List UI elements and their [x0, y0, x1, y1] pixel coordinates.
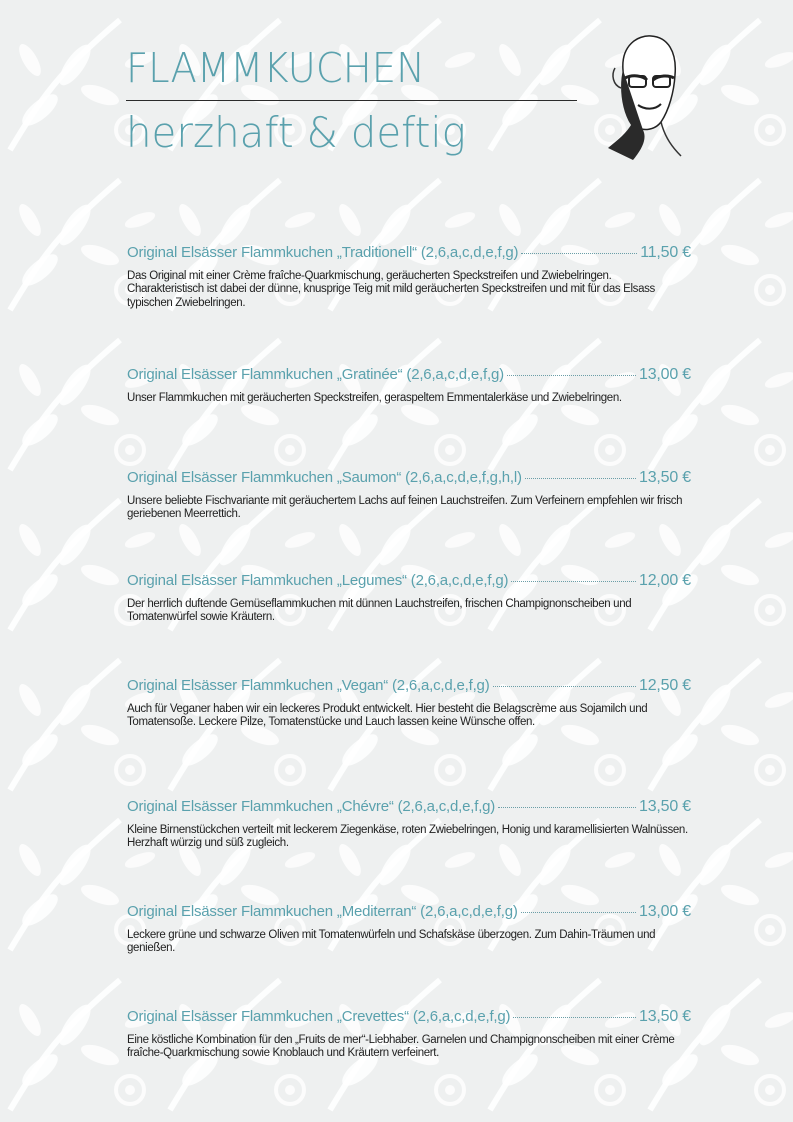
menu-item-price: 11,50 € — [640, 244, 691, 261]
dot-leader — [507, 375, 636, 376]
menu-item-header — [127, 366, 691, 386]
menu-item — [127, 1008, 691, 1061]
menu-item-header — [127, 244, 691, 264]
dot-leader — [521, 912, 636, 913]
menu-item — [127, 469, 691, 522]
dot-leader — [525, 478, 636, 479]
title-divider — [126, 100, 577, 101]
dot-leader — [513, 1017, 636, 1018]
menu-item-header — [127, 469, 691, 489]
menu-item-description: Unsere beliebte Fischvariante mit geräuchertem Lachs auf feinen Lauchstreifen. Zum Verfeinern empfehlen wir frisch geriebenen Meerrettich. — [127, 495, 683, 521]
menu-item-price: 12,00 € — [639, 572, 691, 589]
menu-item-name: Original Elsässer Flammkuchen „Crevettes“ (2,6,a,c,d,e,f,g) — [127, 1008, 511, 1025]
menu-item-header — [127, 903, 691, 923]
menu-item-name: Original Elsässer Flammkuchen „Saumon“ (2,6,a,c,d,e,f,g,h,l) — [127, 469, 522, 486]
menu-item-header — [127, 677, 691, 697]
menu-item-description: Kleine Birnenstückchen verteilt mit leckerem Ziegenkäse, roten Zwiebelringen, Honig und karamellisierten Walnüssen. Herzhaft würzig und süß zugleich. — [127, 824, 688, 850]
menu-item-name: Original Elsässer Flammkuchen „Chévre“ (2,6,a,c,d,e,f,g) — [127, 798, 496, 815]
menu-item-name: Original Elsässer Flammkuchen „Legumes“ (2,6,a,c,d,e,f,g) — [127, 572, 509, 589]
menu-item — [127, 677, 691, 730]
page-title: FLAMMKUCHEN — [126, 44, 425, 92]
menu-item-description: Leckere grüne und schwarze Oliven mit Tomatenwürfeln und Schafskäse überzogen. Zum Dahin-Träumen und genießen. — [127, 929, 656, 955]
menu-item — [127, 366, 691, 405]
menu-item — [127, 572, 691, 625]
menu-item-price: 13,50 € — [639, 798, 691, 815]
menu-item-name: Original Elsässer Flammkuchen „Traditionell“ (2,6,a,c,d,e,f,g) — [127, 244, 519, 261]
menu-item-header — [127, 572, 691, 592]
menu-item-description: Der herrlich duftende Gemüseflammkuchen mit dünnen Lauchstreifen, frischen Champignonscheiben und Tomatenwürfel sowie Kräutern. — [127, 598, 632, 624]
dot-leader — [498, 807, 636, 808]
menu-item-name: Original Elsässer Flammkuchen „Gratinée“ (2,6,a,c,d,e,f,g) — [127, 366, 504, 383]
dot-leader — [493, 686, 637, 687]
menu-item-header — [127, 1008, 691, 1028]
menu-item-price: 12,50 € — [639, 677, 691, 694]
page-subtitle: herzhaft & deftig — [126, 108, 466, 157]
menu-item-description: Auch für Veganer haben wir ein leckeres Produkt entwickelt. Hier besteht die Belagscrème aus Sojamilch und Tomatensoße. Leckere Pilze, Tomatenstücke und Lauch lassen keine Wünsche offen. — [127, 703, 648, 729]
menu-item — [127, 798, 691, 851]
dot-leader — [511, 581, 636, 582]
menu-item-name: Original Elsässer Flammkuchen „Vegan“ (2,6,a,c,d,e,f,g) — [127, 677, 490, 694]
menu-item-price: 13,00 € — [639, 366, 691, 383]
menu-item-description: Unser Flammkuchen mit geräucherten Speckstreifen, geraspeltem Emmentalerkäse und Zwiebelringen. — [127, 392, 622, 404]
menu-item — [127, 903, 691, 956]
menu-item-description: Das Original mit einer Crème fraîche-Quarkmischung, geräucherten Speckstreifen und Zwiebelringen. Charakteristisch ist dabei der dünne, knusprige Teig mit mild geräucherten Speckstreifen und mit für das Elsass typischen Zwiebelringen. — [127, 270, 655, 309]
menu-item-price: 13,50 € — [639, 469, 691, 486]
chef-portrait-illustration — [603, 30, 683, 165]
menu-item-description: Eine köstliche Kombination für den „Fruits de mer“-Liebhaber. Garnelen und Champignonscheiben mit einer Crème fraîche-Quarkmischung sowie Knoblauch und Kräutern verfeinert. — [127, 1034, 675, 1060]
menu-item-price: 13,50 € — [639, 1008, 691, 1025]
menu-item-header — [127, 798, 691, 818]
menu-item-price: 13,00 € — [639, 903, 691, 920]
menu-item-name: Original Elsässer Flammkuchen „Mediterran“ (2,6,a,c,d,e,f,g) — [127, 903, 518, 920]
dot-leader — [521, 253, 637, 254]
menu-item — [127, 244, 691, 310]
